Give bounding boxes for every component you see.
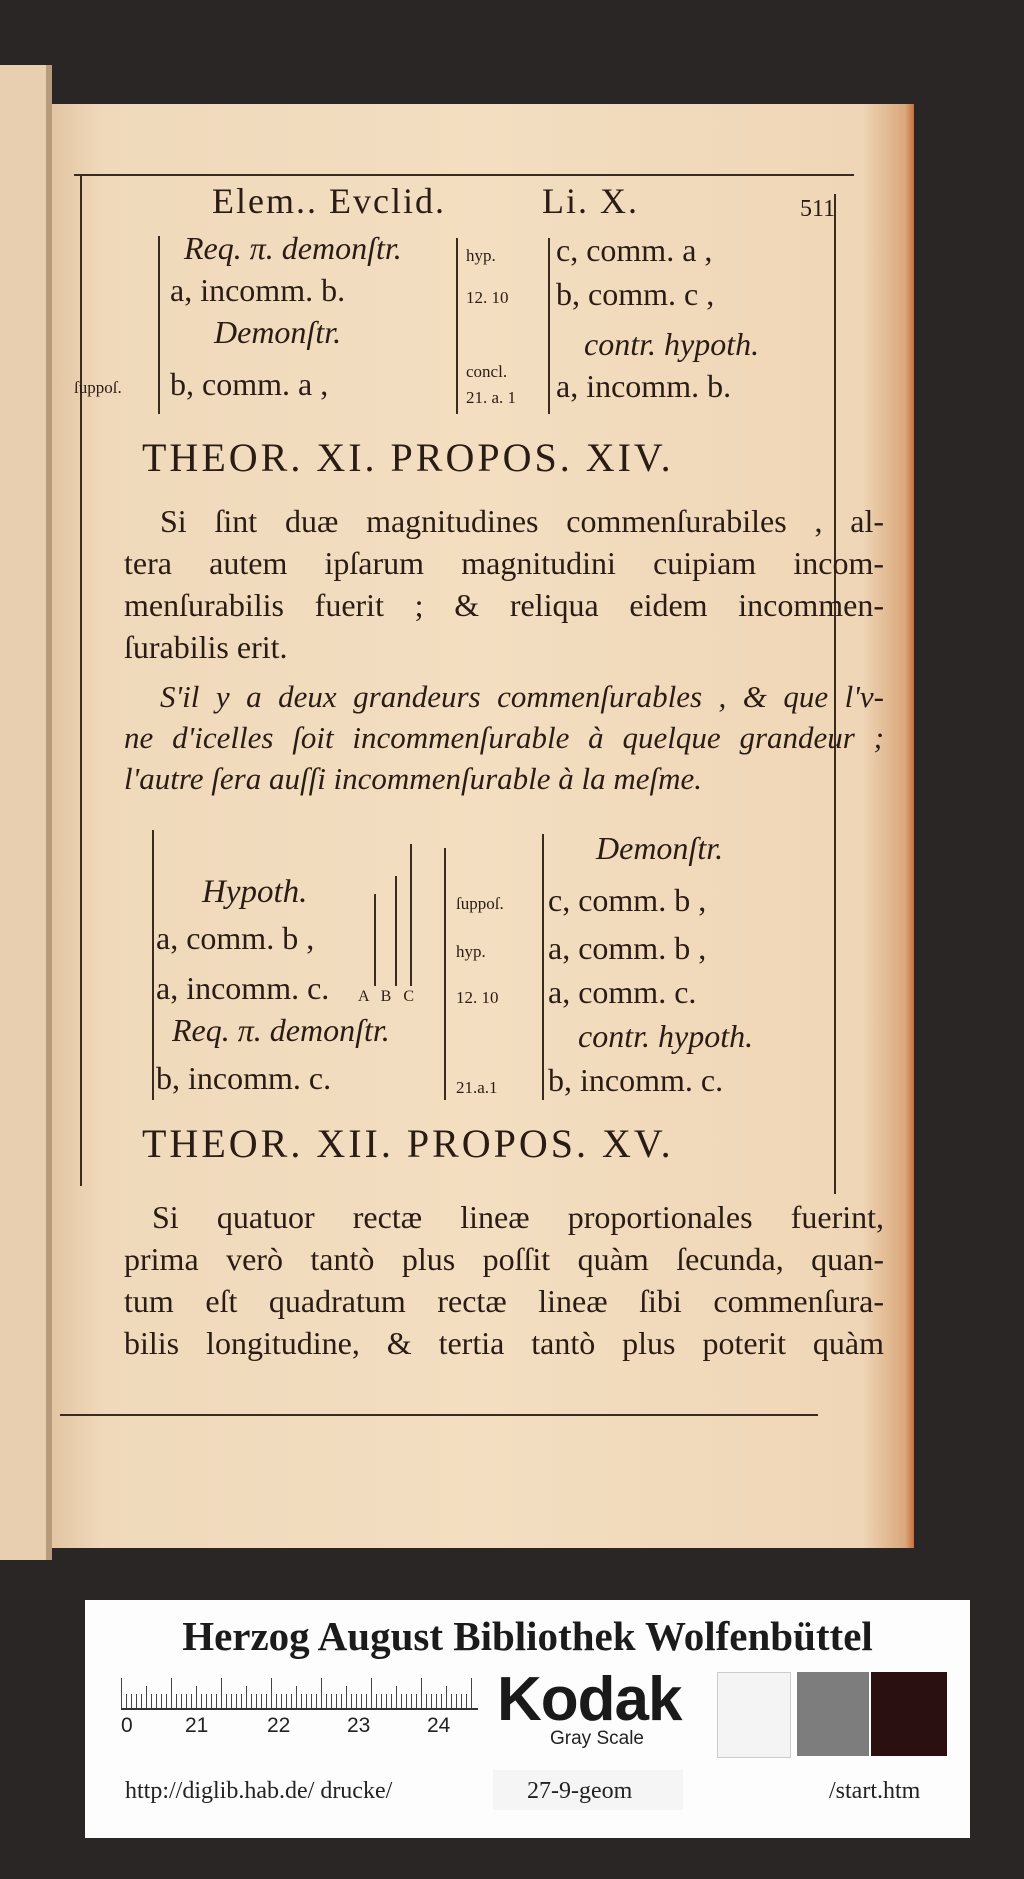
ruler-tick <box>456 1694 457 1708</box>
ruler-tick <box>156 1694 157 1708</box>
ruler-tick <box>281 1694 282 1708</box>
text-line: ſurabilis erit. <box>124 629 288 665</box>
ruler-tick <box>446 1686 447 1708</box>
ruler-tick <box>286 1694 287 1708</box>
table-cell: 21.a.1 <box>456 1078 498 1097</box>
ruler-tick <box>181 1694 182 1708</box>
table-cell: concl. <box>466 362 508 381</box>
ruler-label: 24 <box>427 1714 451 1737</box>
ruler-tick <box>276 1694 277 1708</box>
table-cell: Req. π. demonſtr. <box>172 1012 390 1048</box>
table-divider <box>548 238 550 414</box>
margin-note: ſuppoſ. <box>74 378 122 397</box>
ruler-tick <box>461 1694 462 1708</box>
text-line: ne d'icelles ſoit incommenſurable à quelque grandeur ; <box>124 720 884 755</box>
french-paragraph <box>124 676 884 799</box>
ruler-tick <box>351 1694 352 1708</box>
ruler-tick <box>141 1694 142 1708</box>
ruler-tick <box>336 1694 337 1708</box>
text-line: prima verò tantò plus poſſit quàm ſecunda, quan- <box>124 1241 884 1277</box>
ruler-tick <box>421 1678 422 1708</box>
table-divider <box>444 848 446 1100</box>
table-cell: a, incomm. b. <box>170 272 346 308</box>
ruler-tick <box>231 1694 232 1708</box>
table-cell: a, comm. b , <box>548 930 707 966</box>
ruler-tick <box>466 1694 467 1708</box>
table-cell: 21. a. 1 <box>466 388 517 407</box>
table-cell: a, comm. c. <box>548 974 697 1010</box>
url-right: /start.htm <box>829 1778 921 1804</box>
ruler-tick <box>236 1694 237 1708</box>
table-cell: contr. hypoth. <box>584 326 760 362</box>
ruler-tick <box>296 1686 297 1708</box>
table-cell: Req. π. demonſtr. <box>184 230 402 266</box>
ruler-tick <box>266 1694 267 1708</box>
latin-paragraph <box>124 500 884 668</box>
ruler-tick <box>201 1694 202 1708</box>
ruler-tick <box>161 1694 162 1708</box>
table-cell: b, comm. c , <box>556 276 715 312</box>
ruler-label: 0 <box>121 1714 133 1737</box>
ruler-tick <box>311 1694 312 1708</box>
ruler-tick <box>216 1694 217 1708</box>
ruler-tick <box>391 1694 392 1708</box>
ruler-tick <box>246 1686 247 1708</box>
ruler-tick <box>416 1694 417 1708</box>
ruler-tick <box>211 1694 212 1708</box>
ruler-tick <box>151 1694 152 1708</box>
ruler-tick <box>321 1678 322 1708</box>
ruler-tick <box>431 1694 432 1708</box>
url-left: http://diglib.hab.de/ drucke/ <box>125 1778 393 1804</box>
text-line: l'autre ſera auſſi incommenſurable à la meſme. <box>124 761 703 796</box>
url-middle: 27-9-geom <box>527 1778 633 1804</box>
text-line: Si ſint duæ magnitudines commenſurabiles , al- <box>160 503 884 539</box>
ruler-tick <box>146 1686 147 1708</box>
top-rule <box>74 174 854 176</box>
hypoth-title: Hypoth. <box>202 874 308 910</box>
ruler-tick <box>411 1694 412 1708</box>
table-divider <box>152 830 154 1100</box>
ruler-tick <box>306 1694 307 1708</box>
ruler-tick <box>171 1678 172 1708</box>
ruler-tick <box>361 1694 362 1708</box>
ruler-tick <box>271 1678 272 1708</box>
ruler-label: 23 <box>347 1714 371 1737</box>
ruler-tick <box>226 1694 227 1708</box>
ruler-tick <box>291 1694 292 1708</box>
ruler-tick <box>326 1694 327 1708</box>
table-divider <box>456 238 458 414</box>
table-cell: 12. 10 <box>466 288 509 307</box>
ruler-label: 22 <box>267 1714 291 1737</box>
dark-swatch <box>871 1672 947 1756</box>
left-frame <box>80 176 82 1186</box>
ruler-tick <box>131 1694 132 1708</box>
table-divider <box>542 834 544 1100</box>
ruler-tick <box>401 1694 402 1708</box>
ruler-tick <box>366 1694 367 1708</box>
table-cell: contr. hypoth. <box>578 1018 754 1054</box>
ruler-tick <box>356 1694 357 1708</box>
table-cell: a, incomm. c. <box>156 970 330 1006</box>
ruler-tick <box>451 1694 452 1708</box>
bottom-rule <box>60 1414 818 1416</box>
table-cell: hyp. <box>466 246 496 265</box>
table-cell: hyp. <box>456 942 486 961</box>
ruler-tick <box>186 1694 187 1708</box>
table-cell: Demonſtr. <box>214 314 342 350</box>
ruler-tick <box>471 1678 472 1708</box>
ruler-tick <box>376 1694 377 1708</box>
text-line: menſurabilis fuerit ; & reliqua eidem incommen- <box>124 587 884 623</box>
gray-swatch <box>797 1672 869 1756</box>
page-number: 511 <box>800 196 836 222</box>
book-page <box>52 104 914 1548</box>
ruler-tick <box>121 1678 122 1708</box>
ruler-tick <box>441 1694 442 1708</box>
scale-ruler <box>121 1672 478 1742</box>
ruler-tick <box>166 1694 167 1708</box>
table-cell: b, incomm. c. <box>548 1062 724 1098</box>
table-cell: c, comm. a , <box>556 232 713 268</box>
demonstr-title: Demonſtr. <box>596 830 724 866</box>
ruler-label: 21 <box>185 1714 209 1737</box>
theorem-heading: THEOR. XII. PROPOS. XV. <box>142 1121 674 1166</box>
text-line: S'il y a deux grandeurs commenſurables , & que l'v- <box>160 679 884 714</box>
theorem-heading: THEOR. XI. PROPOS. XIV. <box>142 435 674 480</box>
table-cell: a, incomm. b. <box>556 368 732 404</box>
book-number: Li. X. <box>542 181 639 221</box>
line-c <box>410 844 412 986</box>
library-color-card <box>85 1600 970 1838</box>
text-line: tum eſt quadratum rectæ lineæ ſibi commenſura- <box>124 1283 884 1319</box>
previous-page-edge <box>0 65 52 1560</box>
library-title: Herzog August Bibliothek Wolfenbüttel <box>182 1613 873 1659</box>
ruler-tick <box>426 1694 427 1708</box>
ruler-tick <box>301 1694 302 1708</box>
ruler-tick <box>406 1694 407 1708</box>
ruler-tick <box>221 1678 222 1708</box>
figure-labels: A B C <box>358 988 419 1005</box>
ruler-tick <box>436 1694 437 1708</box>
ruler-tick <box>256 1694 257 1708</box>
ruler-tick <box>261 1694 262 1708</box>
text-line: tera autem ipſarum magnitudini cuipiam incom- <box>124 545 884 581</box>
table-cell: b, comm. a , <box>170 366 329 402</box>
latin-paragraph <box>124 1196 884 1364</box>
line-b <box>395 876 397 986</box>
table-cell: b, incomm. c. <box>156 1060 332 1096</box>
ruler-tick <box>341 1694 342 1708</box>
text-line: bilis longitudine, & tertia tantò plus poterit quàm <box>124 1325 884 1361</box>
ruler-tick <box>176 1694 177 1708</box>
ruler-tick <box>386 1694 387 1708</box>
ruler-tick <box>136 1694 137 1708</box>
ruler-tick <box>331 1694 332 1708</box>
ruler-tick <box>316 1694 317 1708</box>
white-swatch <box>717 1672 791 1758</box>
ruler-tick <box>196 1686 197 1708</box>
ruler-tick <box>241 1694 242 1708</box>
table-divider <box>158 236 160 414</box>
ruler-tick <box>371 1678 372 1708</box>
gray-scale-label: Gray Scale <box>550 1728 644 1749</box>
ruler-tick <box>251 1694 252 1708</box>
ruler-tick <box>396 1686 397 1708</box>
ruler-tick <box>126 1694 127 1708</box>
ruler-tick <box>191 1694 192 1708</box>
table-cell: ſuppoſ. <box>456 894 504 913</box>
ruler-tick <box>346 1686 347 1708</box>
table-cell: c, comm. b , <box>548 882 707 918</box>
line-a <box>374 894 376 986</box>
table-cell: 12. 10 <box>456 988 499 1007</box>
kodak-logo: Kodak <box>497 1665 682 1734</box>
running-head: Elem.. Evclid. <box>212 181 446 221</box>
ruler-tick <box>381 1694 382 1708</box>
text-line: Si quatuor rectæ lineæ proportionales fuerint, <box>152 1199 884 1235</box>
table-cell: a, comm. b , <box>156 920 315 956</box>
ruler-tick <box>206 1694 207 1708</box>
